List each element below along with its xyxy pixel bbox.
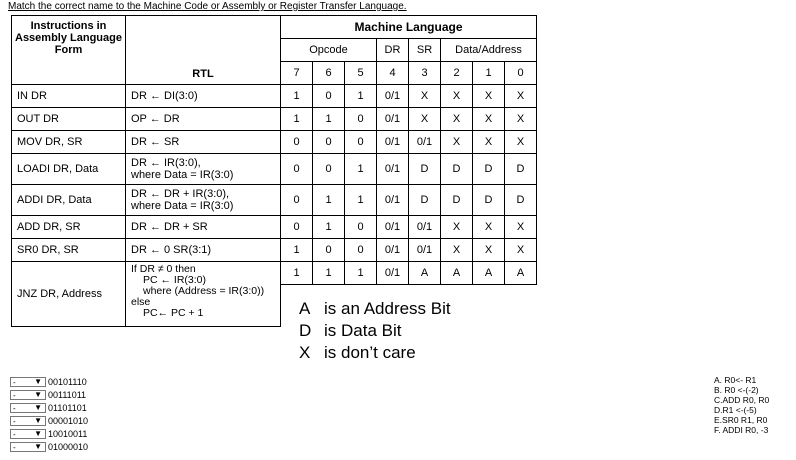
rtl-line: PC← PC + 1: [143, 307, 204, 319]
bit-cell: 0: [313, 85, 345, 108]
rtl-cell: [126, 185, 281, 216]
header-opcode: Opcode: [281, 39, 377, 62]
bit-cell: 1: [313, 185, 345, 216]
table-row: [12, 108, 537, 131]
bit-cell: A: [441, 262, 473, 285]
bit-cell: X: [473, 239, 505, 262]
answer-select[interactable]: [10, 377, 46, 387]
bit-number: 1: [473, 62, 505, 85]
rtl-line: where Data = IR(3:0): [131, 169, 234, 181]
bit-number: 3: [409, 62, 441, 85]
bit-cell: 0: [281, 154, 313, 185]
header-instructions: Instructions in Assembly Language Form: [12, 16, 126, 85]
option-item: C.ADD R0, R0: [714, 395, 770, 405]
machine-code: 00101110: [48, 377, 87, 387]
bit-cell: 0: [281, 185, 313, 216]
rtl-line: else: [131, 296, 151, 308]
bit-cell: X: [473, 131, 505, 154]
bit-cell: 0: [281, 216, 313, 239]
bit-cell: 1: [281, 108, 313, 131]
question-prompt: Match the correct name to the Machine Code or Assembly or Register Transfer Language.: [8, 1, 407, 12]
bit-cell: 1: [313, 108, 345, 131]
legend-key: D: [299, 321, 312, 340]
bit-cell: 1: [345, 262, 377, 285]
bit-cell: X: [505, 85, 537, 108]
header-dr: DR: [377, 39, 409, 62]
legend-data: [299, 321, 401, 341]
option-item: E.SR0 R1, R0: [714, 415, 768, 425]
table-row: [12, 216, 537, 239]
instruction-cell: MOV DR, SR: [12, 131, 126, 154]
bit-cell: 0/1: [409, 239, 441, 262]
rtl-line: PC ← IR(3:0): [143, 274, 207, 286]
bit-cell: D: [441, 185, 473, 216]
instruction-cell: JNZ DR, Address: [12, 262, 126, 327]
dropdown-arrow-icon: ▼: [34, 416, 42, 425]
answer-select[interactable]: [10, 442, 46, 452]
dropdown-arrow-icon: ▼: [34, 377, 42, 386]
bit-cell: D: [473, 185, 505, 216]
bit-cell: 0/1: [409, 131, 441, 154]
answer-row: [10, 376, 87, 388]
bit-number: 2: [441, 62, 473, 85]
bit-cell: 0/1: [377, 262, 409, 285]
select-value: -: [13, 403, 16, 413]
instruction-cell: IN DR: [12, 85, 126, 108]
options-list: [714, 375, 769, 435]
legend-text: is an Address Bit: [324, 299, 451, 318]
instruction-cell: ADDI DR, Data: [12, 185, 126, 216]
bit-cell: 0/1: [377, 154, 409, 185]
dropdown-arrow-icon: ▼: [34, 403, 42, 412]
answer-row: [10, 415, 88, 427]
bit-cell: 0/1: [377, 185, 409, 216]
instruction-cell: LOADI DR, Data: [12, 154, 126, 185]
bit-cell: X: [505, 239, 537, 262]
select-value: -: [13, 442, 16, 452]
bit-number: 4: [377, 62, 409, 85]
dropdown-arrow-icon: ▼: [34, 390, 42, 399]
machine-code: 01101101: [48, 403, 87, 413]
answer-row: [10, 402, 87, 414]
bit-cell: X: [473, 85, 505, 108]
bit-cell: D: [505, 154, 537, 185]
bit-cell: 0: [313, 239, 345, 262]
bit-cell: D: [505, 185, 537, 216]
legend-key: X: [299, 343, 311, 362]
legend-text: is Data Bit: [324, 321, 402, 340]
bit-cell: 1: [281, 239, 313, 262]
rtl-line: where Data = IR(3:0): [131, 200, 234, 212]
table-row: [12, 154, 537, 185]
dropdown-arrow-icon: ▼: [34, 442, 42, 451]
option-item: F. ADDI R0, -3: [714, 425, 769, 435]
select-value: -: [13, 377, 16, 387]
bit-cell: 0: [313, 131, 345, 154]
rtl-cell: [126, 154, 281, 185]
bit-cell: X: [441, 239, 473, 262]
legend-text: is don’t care: [324, 343, 416, 362]
bit-cell: A: [505, 262, 537, 285]
rtl-line: If DR ≠ 0 then: [131, 263, 196, 275]
bit-cell: X: [473, 108, 505, 131]
instruction-cell: ADD DR, SR: [12, 216, 126, 239]
bit-cell: D: [441, 154, 473, 185]
header-sr: SR: [409, 39, 441, 62]
rtl-cell: DR ← DI(3:0): [126, 85, 281, 108]
instruction-cell: OUT DR: [12, 108, 126, 131]
bit-cell: 0/1: [377, 216, 409, 239]
bit-cell: 0: [345, 131, 377, 154]
legend-dont-care: [299, 343, 416, 363]
option-item: A. R0<- R1: [714, 375, 757, 385]
bit-cell: X: [409, 85, 441, 108]
answer-select[interactable]: [10, 429, 46, 439]
bit-cell: X: [441, 216, 473, 239]
bit-cell: 1: [313, 262, 345, 285]
bit-cell: 1: [345, 154, 377, 185]
bit-cell: X: [441, 108, 473, 131]
machine-code: 01000010: [48, 442, 89, 452]
rtl-line: where (Address = IR(3:0)): [143, 285, 265, 297]
table-row-jnz: [12, 262, 537, 285]
select-value: -: [13, 416, 16, 426]
answer-select[interactable]: [10, 390, 46, 400]
machine-code: 00001010: [48, 416, 89, 426]
bit-cell: D: [473, 154, 505, 185]
instruction-table: [11, 15, 537, 327]
answer-select[interactable]: [10, 416, 46, 426]
bit-cell: 1: [281, 262, 313, 285]
rtl-cell: DR ← 0 SR(3:1): [126, 239, 281, 262]
header-rtl: RTL: [126, 16, 281, 85]
bit-cell: 0: [345, 239, 377, 262]
bit-cell: 1: [313, 216, 345, 239]
header-data-address: Data/Address: [441, 39, 537, 62]
machine-code: 00111011: [48, 390, 87, 400]
rtl-cell: OP ← DR: [126, 108, 281, 131]
table-row: [12, 185, 537, 216]
header-machine-language: Machine Language: [281, 16, 537, 39]
bit-cell: 1: [345, 85, 377, 108]
bit-number: 7: [281, 62, 313, 85]
table-row: [12, 85, 537, 108]
bit-cell: A: [473, 262, 505, 285]
bit-number: 0: [505, 62, 537, 85]
bit-cell: X: [505, 131, 537, 154]
bit-cell: D: [409, 185, 441, 216]
legend-key: A: [299, 299, 311, 318]
select-value: -: [13, 429, 16, 439]
bit-number: 5: [345, 62, 377, 85]
answer-row: [10, 389, 86, 401]
rtl-cell: [126, 262, 281, 327]
bit-cell: 0: [281, 131, 313, 154]
select-value: -: [13, 390, 16, 400]
rtl-line: DR ← DR + IR(3:0),: [131, 188, 230, 200]
bit-cell: 0/1: [377, 239, 409, 262]
bit-cell: X: [473, 216, 505, 239]
bit-cell: 0/1: [377, 85, 409, 108]
option-item: D.R1 <-(-5): [714, 405, 757, 415]
table-row: [12, 131, 537, 154]
bit-cell: 0: [313, 154, 345, 185]
bit-cell: 0/1: [377, 131, 409, 154]
bit-cell: X: [505, 108, 537, 131]
bit-cell: 0/1: [377, 108, 409, 131]
bit-number: 6: [313, 62, 345, 85]
answer-row: [10, 441, 88, 453]
dropdown-arrow-icon: ▼: [34, 429, 42, 438]
rtl-cell: DR ← SR: [126, 131, 281, 154]
bit-cell: X: [409, 108, 441, 131]
table-row: [12, 239, 537, 262]
machine-code: 10010011: [48, 429, 88, 439]
answer-row: [10, 428, 87, 440]
bit-cell: 1: [281, 85, 313, 108]
bit-cell: D: [409, 154, 441, 185]
bit-cell: X: [505, 216, 537, 239]
bit-cell: A: [409, 262, 441, 285]
rtl-line: DR ← IR(3:0),: [131, 157, 201, 169]
bit-cell: X: [441, 131, 473, 154]
option-item: B. R0 <-(-2): [714, 385, 759, 395]
instruction-cell: SR0 DR, SR: [12, 239, 126, 262]
legend-address: [299, 299, 451, 319]
bit-cell: 0: [345, 108, 377, 131]
bit-cell: 0: [345, 216, 377, 239]
bit-cell: 0/1: [409, 216, 441, 239]
bit-cell: 1: [345, 185, 377, 216]
rtl-cell: DR ← DR + SR: [126, 216, 281, 239]
answer-select[interactable]: [10, 403, 46, 413]
bit-cell: X: [441, 85, 473, 108]
